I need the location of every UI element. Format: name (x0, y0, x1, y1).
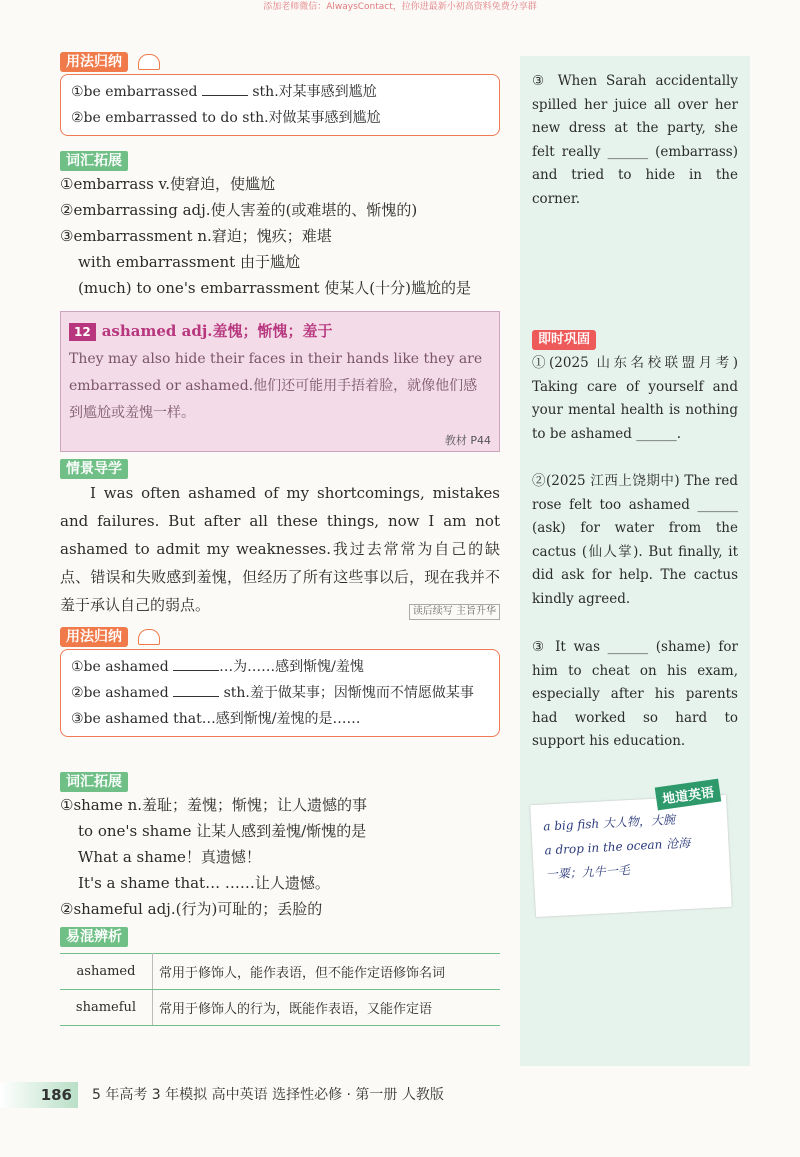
textbook-source: 教材 P44 (444, 434, 491, 447)
word-number: 12 (69, 323, 96, 341)
table-cell: ashamed (60, 954, 153, 990)
usage-line: ①be ashamed …为……感到惭愧/羞愧 (71, 659, 364, 675)
usage-line: ③be ashamed that…感到惭愧/羞愧的是…… (71, 711, 361, 727)
vocab-item: ①shame n.羞耻；羞愧；惭愧；让人遗憾的事 (60, 796, 368, 814)
exercise-q3: ③ It was ______ (shame) for him to cheat on his exam, especially after his parents had worked so hard to support his education. (532, 639, 738, 749)
hat-icon (138, 629, 160, 645)
idiom-line: a drop in the ocean 沧海 (544, 835, 691, 858)
table-cell: shameful (60, 990, 153, 1026)
usage-box (60, 649, 500, 737)
vocab-item: to one's shame 让某人感到羞愧/惭愧的是 (78, 822, 367, 840)
page-footer (0, 1082, 800, 1110)
usage-line: ①be embarrassed sth.对某事感到尴尬 (71, 84, 377, 100)
footer-title: 5 年高考 3 年模拟 高中英语 选择性必修 · 第一册 人教版 (92, 1087, 444, 1103)
table-cell: 常用于修饰人的行为，既能作表语，又能作定语 (153, 990, 501, 1026)
usage-box (60, 74, 500, 136)
idiom-card (530, 795, 732, 917)
word-entry-box (60, 311, 500, 452)
vocab-item: ①embarrass v.使窘迫，使尴尬 (60, 175, 276, 193)
vocab-item: (much) to one's embarrassment 使某人(十分)尴尬的是 (78, 279, 471, 297)
word-heading: 12 ashamed adj.羞愧；惭愧；羞于 (69, 318, 491, 346)
vocab-item: ②shameful adj.(行为)可耻的；丢脸的 (60, 900, 323, 918)
blank[interactable] (173, 670, 219, 671)
usage-section-1 (60, 52, 500, 138)
blank[interactable] (202, 95, 248, 96)
vocab-item: ③embarrassment n.窘迫；愧疚；难堪 (60, 227, 332, 245)
word-example: They may also hide their faces in their hands like they are embarrassed or ashamed.他们还可能用手捂着脸，就像他们感到尴尬或羞愧一样。 (69, 351, 483, 421)
page-number: 186 (0, 1082, 78, 1108)
table-cell: 常用于修饰人，能作表语，但不能作定语修饰名词 (153, 954, 501, 990)
vocab-item: What a shame！真遗憾！ (78, 848, 261, 866)
usage-line: ②be embarrassed to do sth.对做某事感到尴尬 (71, 110, 381, 126)
usage-tag: 用法归纳 (60, 52, 128, 72)
compare-tag: 易混辨析 (60, 927, 128, 947)
table-row (60, 990, 500, 1026)
idiom-tag: 地道英语 (655, 779, 722, 811)
usage-section-2 (60, 627, 500, 763)
vocab-item: It's a shame that… ……让人遗憾。 (78, 874, 330, 892)
scenario-tag: 情景导学 (60, 459, 128, 479)
exercise-q1: ①(2025 山东名校联盟月考) Taking care of yourself and your mental health is nothing to be ashamed ______. (532, 355, 738, 442)
scenario-text: I was often ashamed of my shortcomings, mistakes and failures. But after all these things, now I am not ashamed to admit my weaknesses.我过去常常为自己的缺点、错误和失败感到羞愧，但经历了所有这些事以后，现在我并不羞于承认自己的弱点。 (60, 484, 500, 614)
compare-section (60, 926, 500, 1026)
table-row (60, 954, 500, 990)
watermark: 添加老师微信：AlwaysContact，拉你进最新小初高资料免费分享群 (263, 2, 537, 12)
vocab-section-2 (60, 771, 500, 922)
exercise-top: ③ When Sarah accidentally spilled her juice all over her new dress at the party, she felt really ______ (embarrass) and tried to hide in the corner. (532, 73, 738, 207)
usage-tag: 用法归纳 (60, 627, 128, 647)
vocab-item: ②embarrassing adj.使人害羞的(或难堪的、惭愧的) (60, 201, 418, 219)
compare-table (60, 953, 500, 1026)
blank[interactable] (173, 696, 219, 697)
scenario-section (60, 458, 500, 617)
vocab-section-1 (60, 150, 500, 301)
usage-line: ②be ashamed sth.羞于做某事；因惭愧而不情愿做某事 (71, 685, 474, 701)
hat-icon (138, 54, 160, 70)
main-column (60, 52, 500, 1026)
exercise-q2: ②(2025 江西上饶期中) The red rose felt too ashamed ______ (ask) for water from the cactus (仙人掌). But finally, it did ask for help. The cactus kindly agreed. (532, 473, 738, 607)
vocab-tag: 词汇拓展 (60, 772, 128, 792)
idiom-line: 一粟；九牛一毛 (545, 863, 631, 882)
stamp-label: 读后续写 主旨升华 (409, 604, 500, 620)
practice-tag: 即时巩固 (532, 330, 596, 350)
vocab-item: with embarrassment 由于尴尬 (78, 253, 300, 271)
idiom-line: a big fish 大人物，大腕 (542, 812, 676, 834)
vocab-tag: 词汇拓展 (60, 151, 128, 171)
